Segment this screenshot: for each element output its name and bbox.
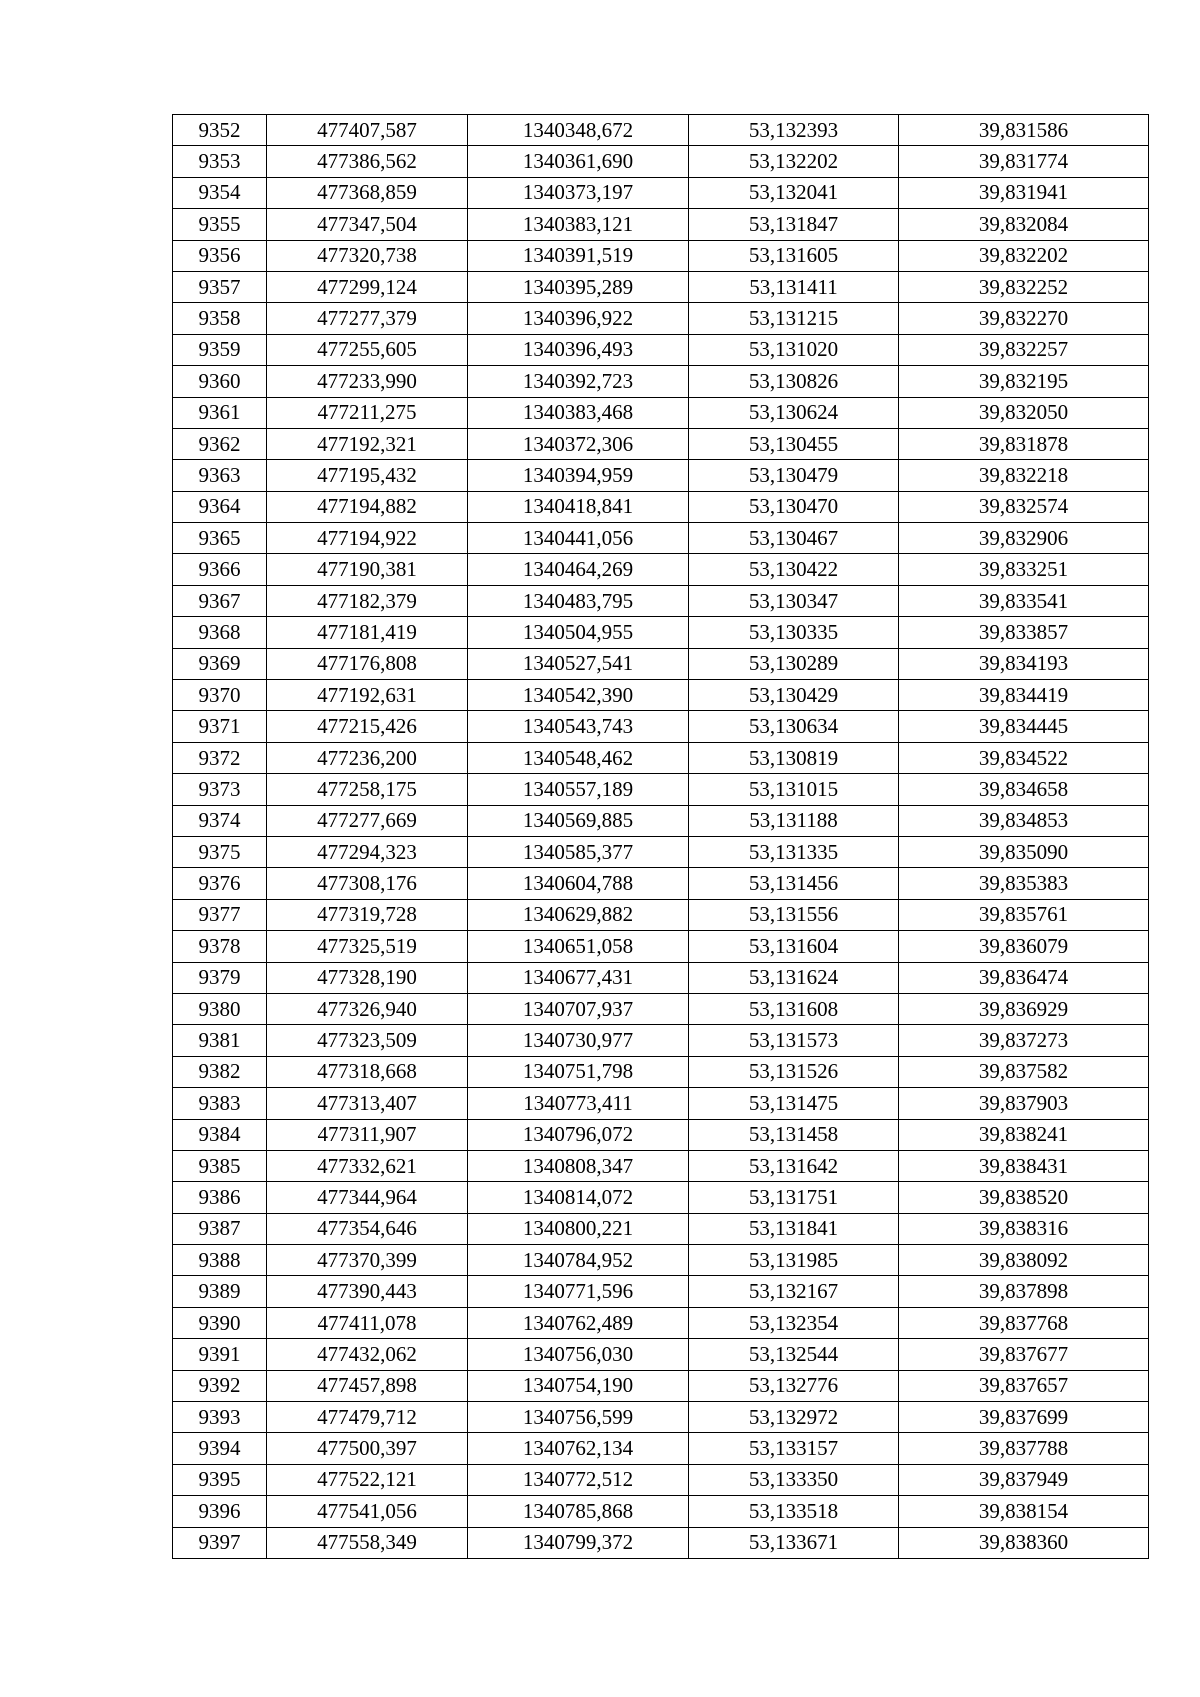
- x-coordinate-cell: 477277,669: [267, 805, 468, 836]
- table-row: [173, 585, 1149, 616]
- x-coordinate-cell: 477320,738: [267, 240, 468, 271]
- x-coordinate-cell: 477370,399: [267, 1245, 468, 1276]
- point-number-cell: 9371: [173, 711, 267, 742]
- x-coordinate-cell: 477182,379: [267, 585, 468, 616]
- longitude-cell: 39,837582: [899, 1056, 1149, 1087]
- longitude-cell: 39,834658: [899, 774, 1149, 805]
- longitude-cell: 39,832202: [899, 240, 1149, 271]
- table-row: [173, 1276, 1149, 1307]
- longitude-cell: 39,831878: [899, 428, 1149, 459]
- x-coordinate-cell: 477344,964: [267, 1182, 468, 1213]
- longitude-cell: 39,835761: [899, 899, 1149, 930]
- y-coordinate-cell: 1340441,056: [468, 523, 689, 554]
- point-number-cell: 9384: [173, 1119, 267, 1150]
- table-row: [173, 774, 1149, 805]
- x-coordinate-cell: 477323,509: [267, 1025, 468, 1056]
- y-coordinate-cell: 1340604,788: [468, 868, 689, 899]
- x-coordinate-cell: 477192,631: [267, 680, 468, 711]
- latitude-cell: 53,132544: [689, 1339, 899, 1370]
- x-coordinate-cell: 477299,124: [267, 271, 468, 302]
- point-number-cell: 9391: [173, 1339, 267, 1370]
- x-coordinate-cell: 477411,078: [267, 1307, 468, 1338]
- table-row: [173, 680, 1149, 711]
- longitude-cell: 39,837699: [899, 1402, 1149, 1433]
- latitude-cell: 53,131751: [689, 1182, 899, 1213]
- y-coordinate-cell: 1340772,512: [468, 1464, 689, 1495]
- longitude-cell: 39,838520: [899, 1182, 1149, 1213]
- latitude-cell: 53,131335: [689, 836, 899, 867]
- point-number-cell: 9396: [173, 1496, 267, 1527]
- latitude-cell: 53,130422: [689, 554, 899, 585]
- table-row: [173, 805, 1149, 836]
- point-number-cell: 9390: [173, 1307, 267, 1338]
- longitude-cell: 39,835090: [899, 836, 1149, 867]
- table-row: [173, 397, 1149, 428]
- y-coordinate-cell: 1340548,462: [468, 742, 689, 773]
- table-row: [173, 1464, 1149, 1495]
- latitude-cell: 53,132354: [689, 1307, 899, 1338]
- x-coordinate-cell: 477311,907: [267, 1119, 468, 1150]
- longitude-cell: 39,838431: [899, 1150, 1149, 1181]
- point-number-cell: 9365: [173, 523, 267, 554]
- y-coordinate-cell: 1340396,493: [468, 334, 689, 365]
- point-number-cell: 9352: [173, 115, 267, 146]
- longitude-cell: 39,832218: [899, 460, 1149, 491]
- y-coordinate-cell: 1340348,672: [468, 115, 689, 146]
- x-coordinate-cell: 477368,859: [267, 177, 468, 208]
- point-number-cell: 9364: [173, 491, 267, 522]
- longitude-cell: 39,836929: [899, 993, 1149, 1024]
- table-row: [173, 334, 1149, 365]
- latitude-cell: 53,130455: [689, 428, 899, 459]
- longitude-cell: 39,837273: [899, 1025, 1149, 1056]
- point-number-cell: 9394: [173, 1433, 267, 1464]
- coordinates-table-body: [173, 115, 1149, 1559]
- table-row: [173, 240, 1149, 271]
- latitude-cell: 53,130470: [689, 491, 899, 522]
- longitude-cell: 39,834445: [899, 711, 1149, 742]
- point-number-cell: 9359: [173, 334, 267, 365]
- y-coordinate-cell: 1340396,922: [468, 303, 689, 334]
- x-coordinate-cell: 477328,190: [267, 962, 468, 993]
- x-coordinate-cell: 477479,712: [267, 1402, 468, 1433]
- latitude-cell: 53,131841: [689, 1213, 899, 1244]
- x-coordinate-cell: 477181,419: [267, 617, 468, 648]
- x-coordinate-cell: 477319,728: [267, 899, 468, 930]
- x-coordinate-cell: 477326,940: [267, 993, 468, 1024]
- latitude-cell: 53,130347: [689, 585, 899, 616]
- y-coordinate-cell: 1340773,411: [468, 1088, 689, 1119]
- latitude-cell: 53,131605: [689, 240, 899, 271]
- y-coordinate-cell: 1340392,723: [468, 366, 689, 397]
- table-row: [173, 1496, 1149, 1527]
- y-coordinate-cell: 1340483,795: [468, 585, 689, 616]
- point-number-cell: 9379: [173, 962, 267, 993]
- y-coordinate-cell: 1340756,030: [468, 1339, 689, 1370]
- y-coordinate-cell: 1340799,372: [468, 1527, 689, 1558]
- point-number-cell: 9370: [173, 680, 267, 711]
- latitude-cell: 53,132393: [689, 115, 899, 146]
- latitude-cell: 53,131624: [689, 962, 899, 993]
- point-number-cell: 9362: [173, 428, 267, 459]
- x-coordinate-cell: 477386,562: [267, 146, 468, 177]
- point-number-cell: 9353: [173, 146, 267, 177]
- point-number-cell: 9378: [173, 931, 267, 962]
- latitude-cell: 53,131215: [689, 303, 899, 334]
- longitude-cell: 39,833541: [899, 585, 1149, 616]
- latitude-cell: 53,130826: [689, 366, 899, 397]
- table-row: [173, 1245, 1149, 1276]
- latitude-cell: 53,131642: [689, 1150, 899, 1181]
- point-number-cell: 9386: [173, 1182, 267, 1213]
- table-row: [173, 177, 1149, 208]
- latitude-cell: 53,130819: [689, 742, 899, 773]
- longitude-cell: 39,834522: [899, 742, 1149, 773]
- y-coordinate-cell: 1340707,937: [468, 993, 689, 1024]
- table-row: [173, 1025, 1149, 1056]
- latitude-cell: 53,131015: [689, 774, 899, 805]
- x-coordinate-cell: 477558,349: [267, 1527, 468, 1558]
- point-number-cell: 9361: [173, 397, 267, 428]
- point-number-cell: 9358: [173, 303, 267, 334]
- longitude-cell: 39,838316: [899, 1213, 1149, 1244]
- y-coordinate-cell: 1340800,221: [468, 1213, 689, 1244]
- latitude-cell: 53,130479: [689, 460, 899, 491]
- y-coordinate-cell: 1340569,885: [468, 805, 689, 836]
- y-coordinate-cell: 1340756,599: [468, 1402, 689, 1433]
- table-row: [173, 1433, 1149, 1464]
- x-coordinate-cell: 477194,922: [267, 523, 468, 554]
- latitude-cell: 53,133518: [689, 1496, 899, 1527]
- y-coordinate-cell: 1340651,058: [468, 931, 689, 962]
- latitude-cell: 53,131985: [689, 1245, 899, 1276]
- point-number-cell: 9388: [173, 1245, 267, 1276]
- table-row: [173, 146, 1149, 177]
- latitude-cell: 53,132972: [689, 1402, 899, 1433]
- latitude-cell: 53,131456: [689, 868, 899, 899]
- table-row: [173, 115, 1149, 146]
- point-number-cell: 9393: [173, 1402, 267, 1433]
- latitude-cell: 53,130289: [689, 648, 899, 679]
- x-coordinate-cell: 477294,323: [267, 836, 468, 867]
- y-coordinate-cell: 1340394,959: [468, 460, 689, 491]
- longitude-cell: 39,837949: [899, 1464, 1149, 1495]
- x-coordinate-cell: 477233,990: [267, 366, 468, 397]
- x-coordinate-cell: 477318,668: [267, 1056, 468, 1087]
- point-number-cell: 9355: [173, 209, 267, 240]
- table-row: [173, 523, 1149, 554]
- point-number-cell: 9381: [173, 1025, 267, 1056]
- table-row: [173, 460, 1149, 491]
- longitude-cell: 39,831941: [899, 177, 1149, 208]
- y-coordinate-cell: 1340383,468: [468, 397, 689, 428]
- x-coordinate-cell: 477541,056: [267, 1496, 468, 1527]
- longitude-cell: 39,832084: [899, 209, 1149, 240]
- x-coordinate-cell: 477522,121: [267, 1464, 468, 1495]
- point-number-cell: 9377: [173, 899, 267, 930]
- table-row: [173, 1307, 1149, 1338]
- x-coordinate-cell: 477194,882: [267, 491, 468, 522]
- point-number-cell: 9356: [173, 240, 267, 271]
- point-number-cell: 9397: [173, 1527, 267, 1558]
- table-row: [173, 836, 1149, 867]
- longitude-cell: 39,831586: [899, 115, 1149, 146]
- latitude-cell: 53,133671: [689, 1527, 899, 1558]
- longitude-cell: 39,838092: [899, 1245, 1149, 1276]
- y-coordinate-cell: 1340629,882: [468, 899, 689, 930]
- longitude-cell: 39,837677: [899, 1339, 1149, 1370]
- x-coordinate-cell: 477215,426: [267, 711, 468, 742]
- x-coordinate-cell: 477258,175: [267, 774, 468, 805]
- point-number-cell: 9375: [173, 836, 267, 867]
- y-coordinate-cell: 1340762,489: [468, 1307, 689, 1338]
- table-row: [173, 303, 1149, 334]
- x-coordinate-cell: 477277,379: [267, 303, 468, 334]
- table-row: [173, 1527, 1149, 1558]
- y-coordinate-cell: 1340751,798: [468, 1056, 689, 1087]
- longitude-cell: 39,832906: [899, 523, 1149, 554]
- point-number-cell: 9367: [173, 585, 267, 616]
- longitude-cell: 39,838154: [899, 1496, 1149, 1527]
- x-coordinate-cell: 477195,432: [267, 460, 468, 491]
- longitude-cell: 39,837788: [899, 1433, 1149, 1464]
- longitude-cell: 39,838241: [899, 1119, 1149, 1150]
- longitude-cell: 39,834419: [899, 680, 1149, 711]
- latitude-cell: 53,130467: [689, 523, 899, 554]
- y-coordinate-cell: 1340418,841: [468, 491, 689, 522]
- point-number-cell: 9382: [173, 1056, 267, 1087]
- point-number-cell: 9389: [173, 1276, 267, 1307]
- y-coordinate-cell: 1340677,431: [468, 962, 689, 993]
- point-number-cell: 9357: [173, 271, 267, 302]
- x-coordinate-cell: 477457,898: [267, 1370, 468, 1401]
- latitude-cell: 53,130634: [689, 711, 899, 742]
- table-row: [173, 491, 1149, 522]
- latitude-cell: 53,131526: [689, 1056, 899, 1087]
- point-number-cell: 9383: [173, 1088, 267, 1119]
- y-coordinate-cell: 1340464,269: [468, 554, 689, 585]
- latitude-cell: 53,132776: [689, 1370, 899, 1401]
- longitude-cell: 39,832050: [899, 397, 1149, 428]
- table-row: [173, 962, 1149, 993]
- longitude-cell: 39,836474: [899, 962, 1149, 993]
- y-coordinate-cell: 1340383,121: [468, 209, 689, 240]
- x-coordinate-cell: 477236,200: [267, 742, 468, 773]
- y-coordinate-cell: 1340730,977: [468, 1025, 689, 1056]
- x-coordinate-cell: 477407,587: [267, 115, 468, 146]
- x-coordinate-cell: 477190,381: [267, 554, 468, 585]
- longitude-cell: 39,838360: [899, 1527, 1149, 1558]
- point-number-cell: 9368: [173, 617, 267, 648]
- longitude-cell: 39,834853: [899, 805, 1149, 836]
- latitude-cell: 53,132167: [689, 1276, 899, 1307]
- point-number-cell: 9366: [173, 554, 267, 585]
- longitude-cell: 39,836079: [899, 931, 1149, 962]
- y-coordinate-cell: 1340771,596: [468, 1276, 689, 1307]
- y-coordinate-cell: 1340796,072: [468, 1119, 689, 1150]
- x-coordinate-cell: 477211,275: [267, 397, 468, 428]
- table-row: [173, 1056, 1149, 1087]
- latitude-cell: 53,131411: [689, 271, 899, 302]
- latitude-cell: 53,130429: [689, 680, 899, 711]
- y-coordinate-cell: 1340785,868: [468, 1496, 689, 1527]
- longitude-cell: 39,832270: [899, 303, 1149, 334]
- y-coordinate-cell: 1340373,197: [468, 177, 689, 208]
- y-coordinate-cell: 1340762,134: [468, 1433, 689, 1464]
- table-row: [173, 1119, 1149, 1150]
- table-row: [173, 617, 1149, 648]
- latitude-cell: 53,131847: [689, 209, 899, 240]
- table-row: [173, 366, 1149, 397]
- x-coordinate-cell: 477354,646: [267, 1213, 468, 1244]
- latitude-cell: 53,130335: [689, 617, 899, 648]
- x-coordinate-cell: 477255,605: [267, 334, 468, 365]
- table-row: [173, 209, 1149, 240]
- y-coordinate-cell: 1340784,952: [468, 1245, 689, 1276]
- y-coordinate-cell: 1340372,306: [468, 428, 689, 459]
- point-number-cell: 9354: [173, 177, 267, 208]
- point-number-cell: 9380: [173, 993, 267, 1024]
- y-coordinate-cell: 1340543,743: [468, 711, 689, 742]
- latitude-cell: 53,131608: [689, 993, 899, 1024]
- longitude-cell: 39,837898: [899, 1276, 1149, 1307]
- table-row: [173, 868, 1149, 899]
- latitude-cell: 53,131573: [689, 1025, 899, 1056]
- longitude-cell: 39,834193: [899, 648, 1149, 679]
- point-number-cell: 9376: [173, 868, 267, 899]
- latitude-cell: 53,133350: [689, 1464, 899, 1495]
- latitude-cell: 53,130624: [689, 397, 899, 428]
- point-number-cell: 9374: [173, 805, 267, 836]
- latitude-cell: 53,131475: [689, 1088, 899, 1119]
- longitude-cell: 39,837768: [899, 1307, 1149, 1338]
- latitude-cell: 53,131458: [689, 1119, 899, 1150]
- coordinates-table: [172, 114, 1149, 1559]
- latitude-cell: 53,132041: [689, 177, 899, 208]
- y-coordinate-cell: 1340542,390: [468, 680, 689, 711]
- point-number-cell: 9395: [173, 1464, 267, 1495]
- x-coordinate-cell: 477308,176: [267, 868, 468, 899]
- table-row: [173, 1213, 1149, 1244]
- table-row: [173, 428, 1149, 459]
- y-coordinate-cell: 1340361,690: [468, 146, 689, 177]
- table-row: [173, 1088, 1149, 1119]
- longitude-cell: 39,832257: [899, 334, 1149, 365]
- point-number-cell: 9392: [173, 1370, 267, 1401]
- point-number-cell: 9373: [173, 774, 267, 805]
- x-coordinate-cell: 477313,407: [267, 1088, 468, 1119]
- point-number-cell: 9369: [173, 648, 267, 679]
- longitude-cell: 39,835383: [899, 868, 1149, 899]
- table-row: [173, 931, 1149, 962]
- table-row: [173, 271, 1149, 302]
- point-number-cell: 9360: [173, 366, 267, 397]
- y-coordinate-cell: 1340527,541: [468, 648, 689, 679]
- x-coordinate-cell: 477347,504: [267, 209, 468, 240]
- table-row: [173, 1182, 1149, 1213]
- longitude-cell: 39,832195: [899, 366, 1149, 397]
- longitude-cell: 39,837657: [899, 1370, 1149, 1401]
- table-row: [173, 1339, 1149, 1370]
- y-coordinate-cell: 1340504,955: [468, 617, 689, 648]
- latitude-cell: 53,131556: [689, 899, 899, 930]
- longitude-cell: 39,832252: [899, 271, 1149, 302]
- longitude-cell: 39,833251: [899, 554, 1149, 585]
- table-row: [173, 711, 1149, 742]
- x-coordinate-cell: 477500,397: [267, 1433, 468, 1464]
- x-coordinate-cell: 477390,443: [267, 1276, 468, 1307]
- table-row: [173, 554, 1149, 585]
- latitude-cell: 53,132202: [689, 146, 899, 177]
- longitude-cell: 39,837903: [899, 1088, 1149, 1119]
- point-number-cell: 9387: [173, 1213, 267, 1244]
- y-coordinate-cell: 1340557,189: [468, 774, 689, 805]
- y-coordinate-cell: 1340814,072: [468, 1182, 689, 1213]
- y-coordinate-cell: 1340585,377: [468, 836, 689, 867]
- latitude-cell: 53,133157: [689, 1433, 899, 1464]
- point-number-cell: 9363: [173, 460, 267, 491]
- y-coordinate-cell: 1340808,347: [468, 1150, 689, 1181]
- table-row: [173, 1402, 1149, 1433]
- table-row: [173, 1150, 1149, 1181]
- table-row: [173, 899, 1149, 930]
- longitude-cell: 39,831774: [899, 146, 1149, 177]
- table-row: [173, 648, 1149, 679]
- table-row: [173, 993, 1149, 1024]
- x-coordinate-cell: 477432,062: [267, 1339, 468, 1370]
- latitude-cell: 53,131604: [689, 931, 899, 962]
- longitude-cell: 39,832574: [899, 491, 1149, 522]
- y-coordinate-cell: 1340395,289: [468, 271, 689, 302]
- x-coordinate-cell: 477332,621: [267, 1150, 468, 1181]
- x-coordinate-cell: 477176,808: [267, 648, 468, 679]
- y-coordinate-cell: 1340754,190: [468, 1370, 689, 1401]
- latitude-cell: 53,131188: [689, 805, 899, 836]
- longitude-cell: 39,833857: [899, 617, 1149, 648]
- point-number-cell: 9385: [173, 1150, 267, 1181]
- x-coordinate-cell: 477192,321: [267, 428, 468, 459]
- table-row: [173, 742, 1149, 773]
- table-row: [173, 1370, 1149, 1401]
- x-coordinate-cell: 477325,519: [267, 931, 468, 962]
- point-number-cell: 9372: [173, 742, 267, 773]
- latitude-cell: 53,131020: [689, 334, 899, 365]
- y-coordinate-cell: 1340391,519: [468, 240, 689, 271]
